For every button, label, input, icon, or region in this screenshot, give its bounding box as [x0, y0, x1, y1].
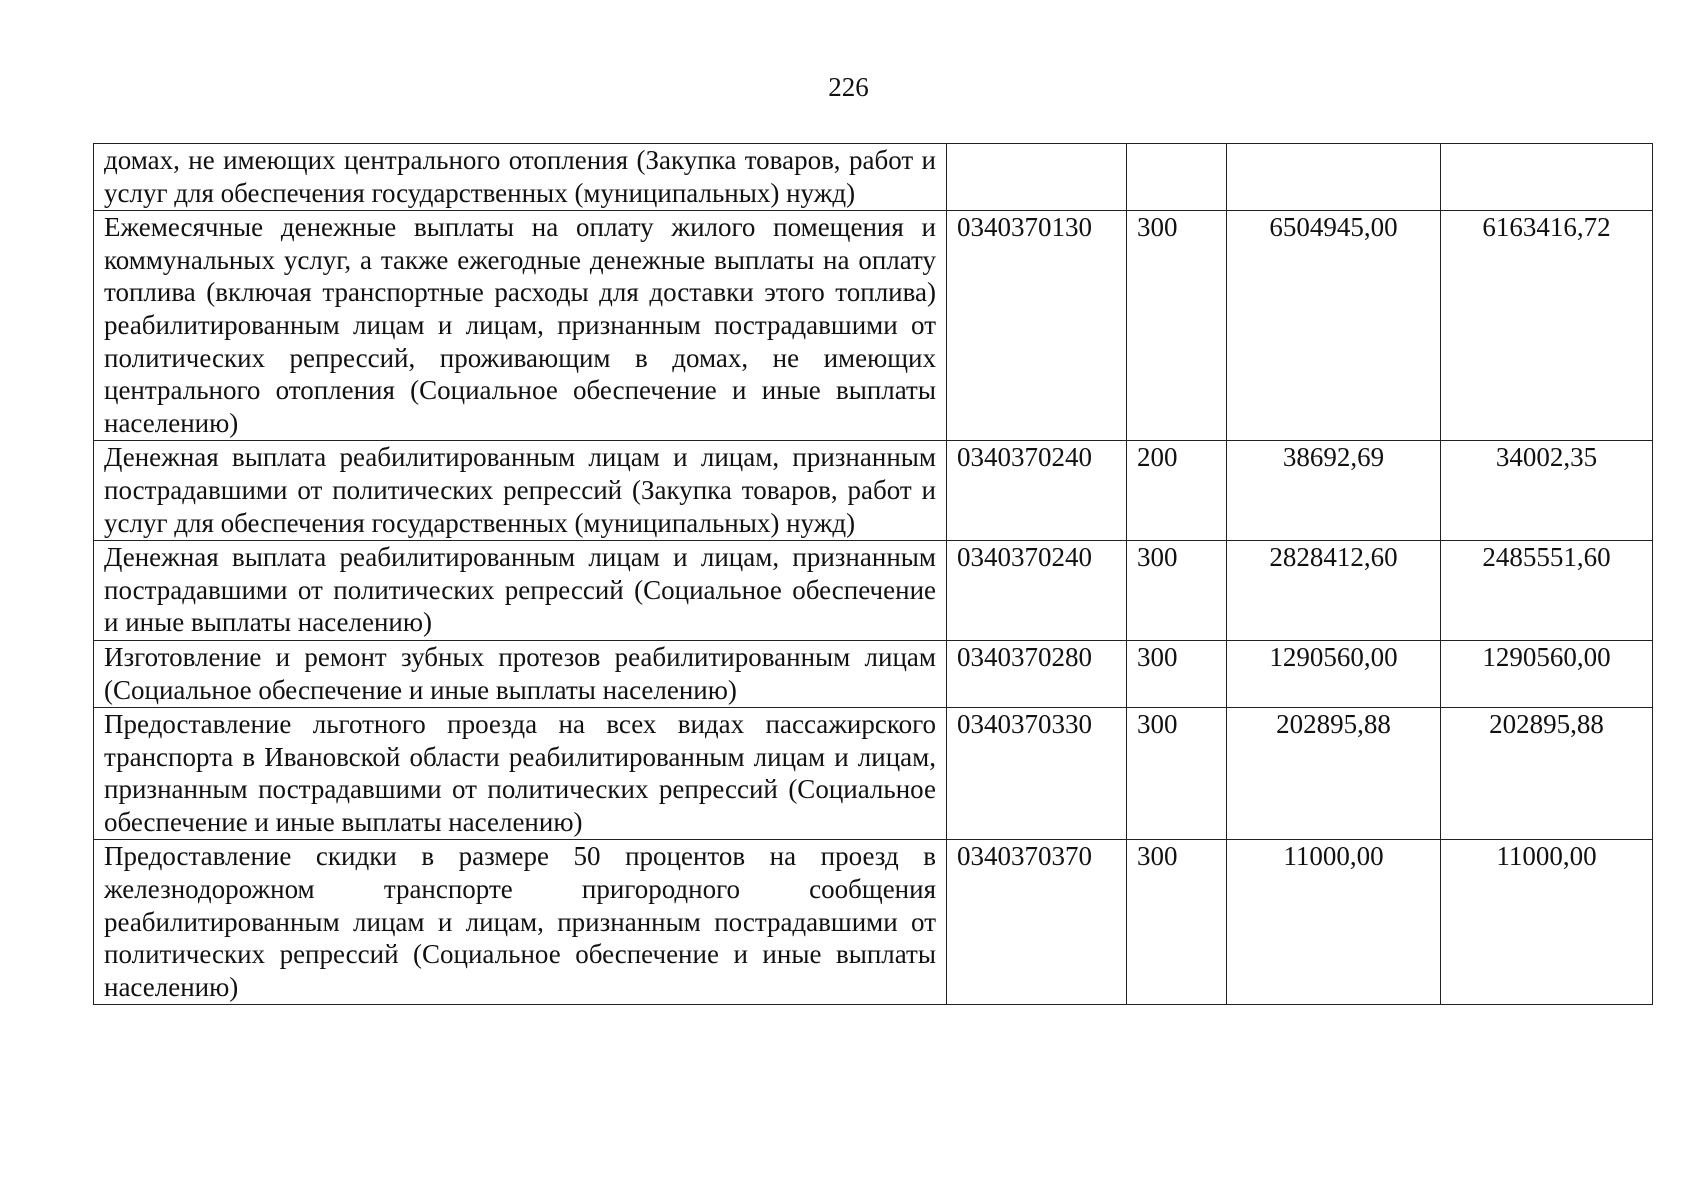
row-target-code: 0340370370 [947, 840, 1127, 1005]
row-target-code: 0340370240 [947, 441, 1127, 541]
row-sum-1: 38692,69 [1227, 441, 1441, 541]
table-row [94, 840, 1653, 1005]
table-row [94, 708, 1653, 840]
row-expense-type: 300 [1127, 708, 1227, 840]
table-row [94, 144, 1653, 211]
row-target-code: 0340370280 [947, 640, 1127, 707]
row-sum-1: 11000,00 [1227, 840, 1441, 1005]
row-sum-2 [1441, 144, 1653, 211]
row-name: Ежемесячные денежные выплаты на оплату жилого помещения и коммунальных услуг, а также ежегодные денежные выплаты на оплату топлива (включая транспортные расходы для доставки этого топлива) реабилитированным лицам и лицам, признанным пострадавшими от политических репрессий, проживающим в домах, не имеющих центрального отопления (Социальное обеспечение и иные выплаты населению) [94, 211, 947, 441]
row-sum-2: 6163416,72 [1441, 211, 1653, 441]
row-expense-type: 300 [1127, 211, 1227, 441]
table-row [94, 441, 1653, 541]
row-sum-1: 1290560,00 [1227, 640, 1441, 707]
row-expense-type: 300 [1127, 541, 1227, 641]
row-name: Денежная выплата реабилитированным лицам и лицам, признанным пострадавшими от политических репрессий (Социальное обеспечение и иные выплаты населению) [94, 541, 947, 641]
table-row [94, 541, 1653, 641]
row-sum-1 [1227, 144, 1441, 211]
row-sum-2: 2485551,60 [1441, 541, 1653, 641]
table-row [94, 640, 1653, 707]
row-name: Предоставление льготного проезда на всех видах пассажирского транспорта в Ивановской области реабилитированным лицам и лицам, признанным пострадавшими от политических репрессий (Социальное обеспечение и иные выплаты населению) [94, 708, 947, 840]
table-row [94, 211, 1653, 441]
row-target-code: 0340370330 [947, 708, 1127, 840]
row-target-code: 0340370130 [947, 211, 1127, 441]
row-name: Предоставление скидки в размере 50 процентов на проезд в железнодорожном транспорте пригородного сообщения реабилитированным лицам и лицам, признанным пострадавшими от политических репрессий (Социальное обеспечение и иные выплаты населению) [94, 840, 947, 1005]
row-name: Денежная выплата реабилитированным лицам и лицам, признанным пострадавшими от политических репрессий (Закупка товаров, работ и услуг для обеспечения государственных (муниципальных) нужд) [94, 441, 947, 541]
row-sum-2: 11000,00 [1441, 840, 1653, 1005]
row-sum-2: 1290560,00 [1441, 640, 1653, 707]
row-sum-1: 6504945,00 [1227, 211, 1441, 441]
row-target-code: 0340370240 [947, 541, 1127, 641]
row-expense-type: 200 [1127, 441, 1227, 541]
row-expense-type: 300 [1127, 840, 1227, 1005]
row-target-code [947, 144, 1127, 211]
row-sum-1: 2828412,60 [1227, 541, 1441, 641]
row-expense-type [1127, 144, 1227, 211]
page-number: 226 [828, 72, 869, 102]
row-sum-2: 202895,88 [1441, 708, 1653, 840]
row-sum-1: 202895,88 [1227, 708, 1441, 840]
row-expense-type: 300 [1127, 640, 1227, 707]
row-sum-2: 34002,35 [1441, 441, 1653, 541]
budget-table [93, 143, 1653, 1005]
row-name: домах, не имеющих центрального отопления (Закупка товаров, работ и услуг для обеспечения государственных (муниципальных) нужд) [94, 144, 947, 211]
row-name: Изготовление и ремонт зубных протезов реабилитированным лицам (Социальное обеспечение и иные выплаты населению) [94, 640, 947, 707]
